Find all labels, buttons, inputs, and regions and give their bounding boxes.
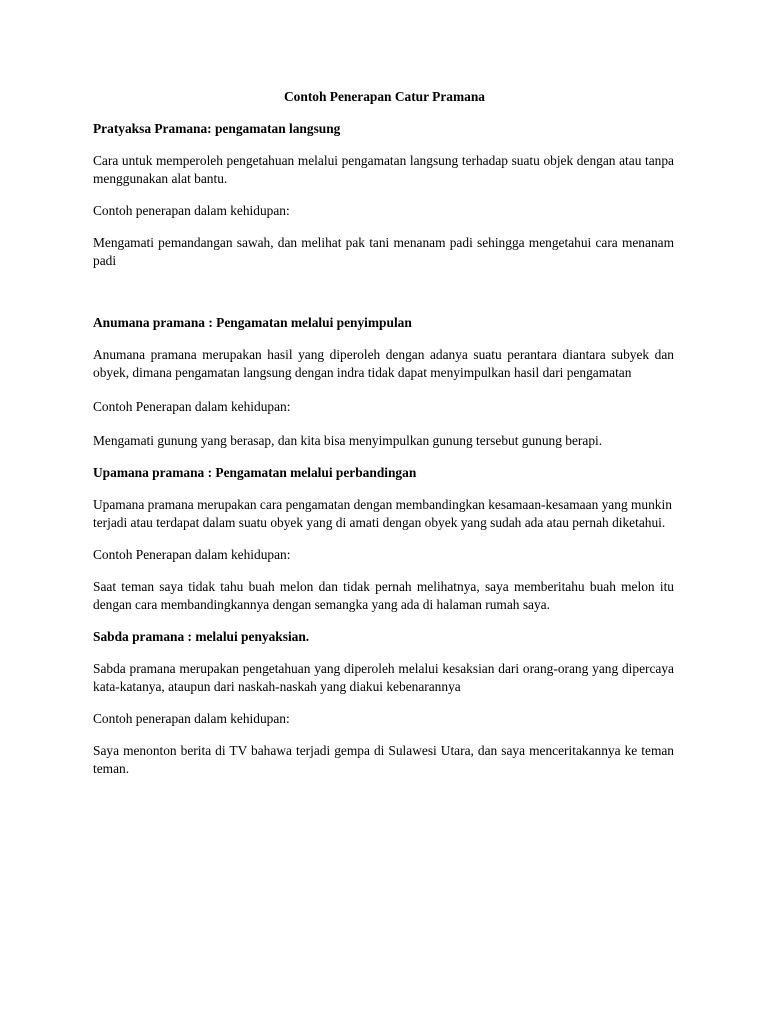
example-label-sabda: Contoh penerapan dalam kehidupan: xyxy=(93,711,290,726)
section-definition-upamana: Upamana pramana merupakan cara pengamatan dengan membandingkan kesamaan-kesamaan yang munkin terjadi atau terdapat dalam suatu obyek yang di amati dengan obyek yang sudah ada atau pernah diketahui. xyxy=(93,497,672,530)
section-definition-sabda: Sabda pramana merupakan pengetahuan yang diperoleh melalui kesaksian dari orang-orang yang dipercaya kata-katanya, ataupun dari naskah-naskah yang diakui kebenarannya xyxy=(93,661,674,694)
example-label-pratyaksa: Contoh penerapan dalam kehidupan: xyxy=(93,203,290,218)
section-heading-pratyaksa: Pratyaksa Pramana: pengamatan langsung xyxy=(93,121,341,136)
example-label-upamana: Contoh Penerapan dalam kehidupan: xyxy=(93,547,291,562)
example-text-upamana: Saat teman saya tidak tahu buah melon dan tidak pernah melihatnya, saya memberitahu buah melon itu dengan cara membandingkannya dengan semangka yang ada di halaman rumah saya. xyxy=(93,579,674,612)
example-text-sabda: Saya menonton berita di TV bahawa terjadi gempa di Sulawesi Utara, dan saya menceritakannya ke teman teman. xyxy=(93,743,674,776)
document-title: Contoh Penerapan Catur Pramana xyxy=(284,89,485,104)
section-heading-upamana: Upamana pramana : Pengamatan melalui perbandingan xyxy=(93,465,417,480)
section-definition-pratyaksa: Cara untuk memperoleh pengetahuan melalui pengamatan langsung terhadap suatu objek dengan atau tanpa menggunakan alat bantu. xyxy=(93,153,674,186)
section-heading-anumana: Anumana pramana : Pengamatan melalui penyimpulan xyxy=(93,315,412,330)
section-definition-anumana: Anumana pramana merupakan hasil yang diperoleh dengan adanya suatu perantara diantara subyek dan obyek, dimana pengamatan langsung dengan indra tidak dapat menyimpulkan hasil dari pengamatan xyxy=(93,347,674,380)
section-heading-sabda: Sabda pramana : melalui penyaksian. xyxy=(93,629,310,644)
example-text-anumana: Mengamati gunung yang berasap, dan kita bisa menyimpulkan gunung tersebut gunung berapi. xyxy=(93,433,603,448)
example-text-pratyaksa: Mengamati pemandangan sawah, dan melihat pak tani menanam padi sehingga mengetahui cara menanam padi xyxy=(93,235,674,268)
example-label-anumana: Contoh Penerapan dalam kehidupan: xyxy=(93,399,291,414)
